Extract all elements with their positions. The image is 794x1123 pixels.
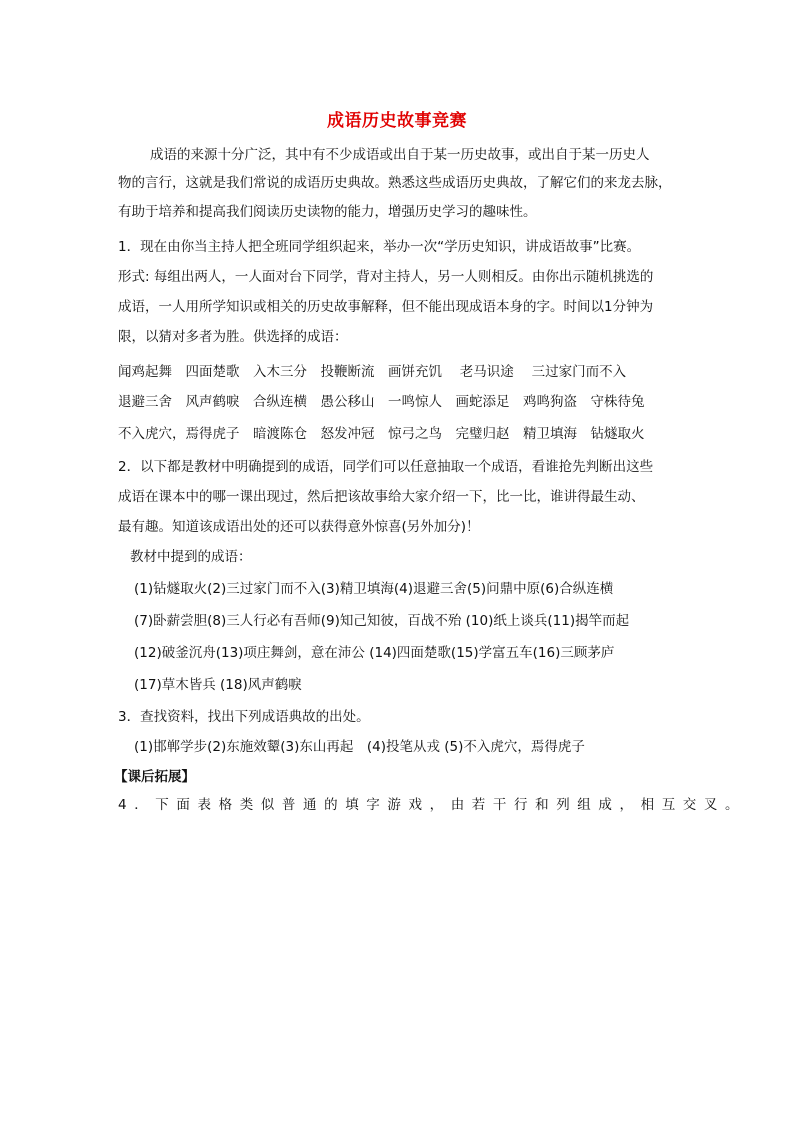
section-heading: 【课后拓展】 [114, 769, 195, 785]
idiom-list-line-1: 闻鸡起舞 四面楚歌 入木三分 投鞭断流 画饼充饥 老马识途 三过家门而不入 [118, 364, 627, 380]
idiom-list-line-2: 退避三舍 风声鹤唳 合纵连横 愚公移山 一鸣惊人 画蛇添足 鸡鸣狗盗 守株待兔 [118, 394, 645, 410]
textbook-idioms-label: 教材中提到的成语： [130, 549, 252, 565]
textbook-idioms-line-1: (1)钻燧取火(2)三过家门而不入(3)精卫填海(4)退避三舍(5)问鼎中原(6)合纵连横 [134, 581, 614, 597]
question-1-line-3: 成语，一人用所学知识或相关的历史故事解释，但不能出现成语本身的字。时间以1分钟为 [118, 299, 654, 315]
question-1-line-4: 限，以猜对多者为胜。供选择的成语： [118, 329, 348, 345]
question-2-line-3: 最有趣。知道该成语出处的还可以获得意外惊喜(另外加分)！ [118, 519, 480, 535]
question-4: 4．下面表格类似普通的填字游戏，由若干行和列组成，相互交叉。 [118, 797, 747, 813]
question-1-line-1: 1．现在由你当主持人把全班同学组织起来，举办一次“学历史知识，讲成语故事”比赛。 [118, 239, 641, 255]
textbook-idioms-line-4: (17)草木皆兵 (18)风声鹤唳 [134, 677, 302, 693]
textbook-idioms-line-2: (7)卧薪尝胆(8)三人行必有吾师(9)知己知彼，百战不殆 (10)纸上谈兵(11)揭竿而起 [134, 613, 630, 629]
intro-line-3: 有助于培养和提高我们阅读历史读物的能力，增强历史学习的趣味性。 [118, 204, 537, 220]
question-2-line-1: 2．以下都是教材中明确提到的成语，同学们可以任意抽取一个成语，看谁抢先判断出这些 [118, 459, 654, 475]
question-1-line-2: 形式: 每组出两人，一人面对台下同学，背对主持人，另一人则相反。由你出示随机挑选的 [118, 269, 654, 285]
intro-line-1: 成语的来源十分广泛，其中有不少成语或出自于某一历史故事，或出自于某一历史人 [150, 147, 650, 163]
question-3: 3．查找资料，找出下列成语典故的出处。 [118, 709, 370, 725]
idiom-list-line-3: 不入虎穴，焉得虎子 暗渡陈仓 怒发冲冠 惊弓之鸟 完璧归赵 精卫填海 钻燧取火 [118, 426, 645, 442]
question-3-items: (1)邯郸学步(2)东施效颦(3)东山再起 (4)投笔从戎 (5)不入虎穴，焉得虎子 [134, 739, 585, 755]
intro-line-2: 物的言行，这就是我们常说的成语历史典故。熟悉这些成语历史典故，了解它们的来龙去脉， [118, 175, 672, 191]
textbook-idioms-line-3: (12)破釜沉舟(13)项庄舞剑，意在沛公 (14)四面楚歌(15)学富五车(16)三顾茅庐 [134, 645, 615, 661]
document-title: 成语历史故事竞赛 [327, 111, 467, 131]
question-2-line-2: 成语在课本中的哪一课出现过，然后把该故事给大家介绍一下，比一比，谁讲得最生动、 [118, 489, 645, 505]
